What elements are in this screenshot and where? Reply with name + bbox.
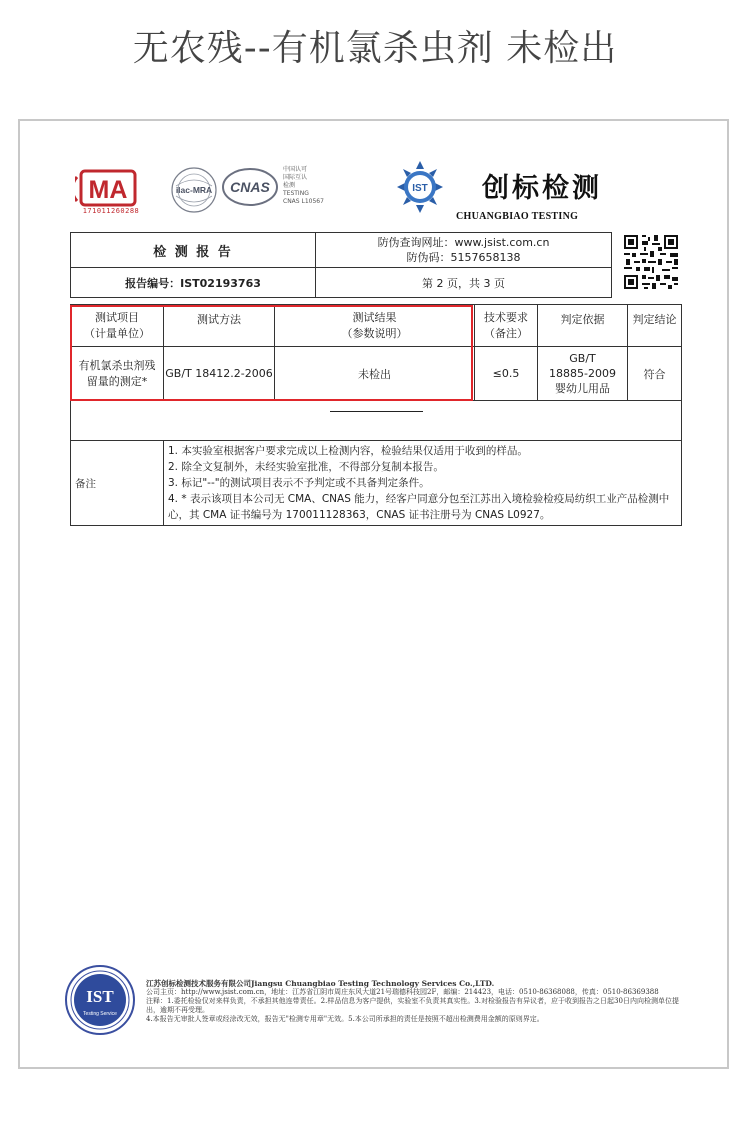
cell-conclusion: 符合 — [628, 347, 682, 401]
footer-line: 公司主页：http://www.jsist.com.cn，地址：江苏省江阴市周庄东风大道21号瑞德科技园2F，邮编：214423，电话：0510-86368088，传真：0510-86369388 — [146, 988, 659, 996]
page-info: 第 2 页，共 3 页 — [316, 268, 612, 298]
cell-basis: GB/T 18885-2009 婴幼儿用品 — [538, 347, 628, 401]
brand-name-en: CHUANGBIAO TESTING — [456, 211, 579, 222]
note-item: 3. 标记"--"的测试项目表示不予判定或不具备判定条件。 — [168, 477, 430, 489]
col-requirement: 技术要求 （备注） — [475, 305, 538, 347]
cell-item: 有机氯杀虫剂残 留量的测定* — [71, 347, 164, 401]
ist-seal-icon — [64, 964, 136, 1036]
page-title: 无农残--有机氯杀虫剂 未检出 — [132, 28, 618, 69]
notes-list — [164, 441, 682, 526]
brand-name-cn: 创标检测 — [482, 173, 602, 204]
footer-line: 注释：1.委托检验仅对来样负责，不承担其他连带责任。2.样品信息为客户提供，实验室不负责其真实性。3.对检验报告有异议者，应于收到报告之日起30日内向检测单位提出，逾期不再受理。 — [146, 997, 679, 1014]
svg-text:IST: IST — [86, 987, 114, 1006]
accreditation-logos — [75, 160, 325, 220]
svg-text:Testing Service: Testing Service — [83, 1011, 117, 1017]
ilac-mra-logo-icon — [170, 166, 218, 214]
col-basis: 判定依据 — [538, 305, 628, 347]
anti-counterfeit-info — [316, 233, 612, 268]
col-test-result: 测试结果 （参数说明） — [275, 305, 475, 347]
note-item: 4. * 表示该项目本公司无 CMA、CNAS 能力，经客户同意分包至江苏出入境检验检疫局纺织工业产品检测中心，其 CMA 证书编号为 170011128363，CNAS 证书注册号为 CNAS L0927。 — [168, 493, 670, 521]
svg-text:ilac-MRA: ilac-MRA — [175, 185, 213, 195]
footer-text — [146, 979, 686, 1024]
cell-method: GB/T 18412.2-2006 — [164, 347, 275, 401]
footer — [64, 964, 684, 1044]
col-conclusion: 判定结论 — [628, 305, 682, 347]
notes-row — [71, 441, 682, 526]
report-number: 报告编号：IST02193763 — [71, 268, 316, 298]
cnas-accreditation-text: 中国认可 国际互认 检测 TESTING CNAS L10567 — [283, 166, 324, 205]
report-title: 检 测 报 告 — [71, 233, 316, 268]
footer-line: 4.本报告无审批人签章或经涂改无效，报告无"检测专用章"无效。5.本公司所承担的责任是按照不超出检测费用金额的原则界定。 — [146, 1015, 544, 1023]
col-test-method: 测试方法 — [164, 305, 275, 347]
cma-logo-icon — [75, 167, 141, 209]
svg-text:IST: IST — [412, 183, 428, 194]
col-test-item: 测试项目 （计量单位） — [71, 305, 164, 347]
notes-label: 备注 — [71, 441, 164, 526]
qr-code-icon — [622, 233, 680, 291]
report-header-table — [70, 232, 612, 298]
note-item: 1. 本实验室根据客户要求完成以上检测内容，检验结果仅适用于收到的样品。 — [168, 445, 528, 457]
query-url: 防伪查询网址：www.jsist.com.cn — [377, 236, 550, 249]
cell-result: 未检出 — [275, 347, 475, 401]
svg-text:MA: MA — [88, 176, 128, 204]
brand — [456, 166, 616, 222]
security-code: 防伪码：5157658138 — [406, 251, 521, 264]
cnas-logo-icon — [221, 166, 279, 208]
empty-row — [71, 401, 682, 441]
cell-requirement: ≤0.5 — [475, 347, 538, 401]
end-line — [330, 411, 423, 412]
cma-number: 171011260288 — [82, 207, 140, 215]
footer-company: 江苏创标检测技术服务有限公司Jiangsu Chuangbiao Testing Technology Services Co.,LTD. — [146, 979, 495, 988]
svg-text:CNAS: CNAS — [230, 179, 270, 195]
highlight-box — [70, 305, 473, 401]
note-item: 2. 除全文复制外，未经实验室批准，不得部分复制本报告。 — [168, 461, 444, 473]
ist-logo-icon — [394, 159, 446, 215]
